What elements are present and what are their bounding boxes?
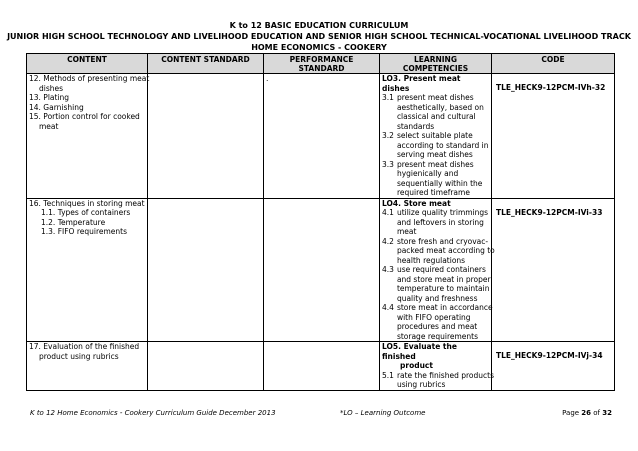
competency-line: temperature to maintain [396,284,490,293]
competency-line: and leftovers in storing [396,217,484,227]
competency-item [382,208,489,237]
col-header-content-standard: CONTENT STANDARD [148,54,264,74]
competency-number: 4.2 [382,236,394,246]
table-row [27,198,615,342]
competency-line: using rubrics [396,380,446,389]
content-item: 14. Garnishing [29,102,84,112]
document-title: K to 12 BASIC EDUCATION CURRICULUM [229,21,409,30]
competency-line: utilize quality trimmings [396,208,489,217]
lo-title-cont: product [400,361,433,370]
competency-line: aesthetically, based on [396,102,484,112]
competency-line: use required containers [396,265,486,274]
content-cell [27,342,148,391]
content-subitem: 1.1. Types of containers [41,208,131,217]
learning-competencies-cell [380,198,495,342]
footer-guide-title: K to 12 Home Economics - Cookery Curriculum Guide December 2013 [30,409,276,417]
content-subitem: 1.2. Temperature [41,217,106,227]
competency-item [382,131,489,160]
competency-number: 4.1 [382,208,394,217]
competency-line: serving meat dishes [396,150,473,159]
page-total: 32 [602,409,612,417]
competency-number: 3.2 [382,131,394,140]
competency-number: 4.3 [382,265,394,274]
curriculum-table [26,53,615,391]
competency-line: meat [396,227,417,236]
table-row [27,342,615,391]
document-subtitle: JUNIOR HIGH SCHOOL TECHNOLOGY AND LIVELIHOOD EDUCATION AND SENIOR HIGH SCHOOL TECHNICAL-VOCATIONAL LIVELIHOOD TRACK [7,32,631,41]
code-cell: TLE_HECK9-12PCM-IVh-32 [492,74,615,199]
code-cell: TLE_HECK9-12PCM-IVi-33 [492,198,615,342]
performance-standard-cell [264,198,380,342]
competency-line: sequentially within the [396,178,483,188]
competency-item [382,265,489,303]
learning-competencies-cell [380,342,492,391]
competency-line: present meat dishes [396,93,474,102]
competency-number: 4.4 [382,303,394,312]
footer-note: *LO – Learning Outcome [340,409,426,417]
content-item: 16. Techniques in storing meat [29,198,145,208]
competency-line: packed meat according to [396,246,495,255]
competency-line: with FIFO operating [396,312,471,322]
lo-title: LO4. Store meat [382,198,451,208]
competency-line: store meat in accordance [396,303,493,312]
table-header-row [27,54,615,74]
col-header-learning-competencies: LEARNING COMPETENCIES [380,54,492,74]
page-number [562,409,612,417]
page-of: of [591,409,603,417]
content-item-cont: meat [39,121,59,131]
competency-line: storage requirements [396,331,478,341]
competency-number: 5.1 [382,370,394,380]
competency-line: and store meat in proper [396,274,491,284]
competency-line: classical and cultural [396,112,476,121]
col-header-content: CONTENT [27,54,148,74]
content-item: 13. Plating [29,93,70,102]
content-item: 15. Portion control for cooked [29,112,140,121]
competency-number: 3.1 [382,93,394,102]
competency-line: present meat dishes [396,159,474,169]
lo-title: LO5. Evaluate the finished [382,342,457,361]
content-item-cont: dishes [39,83,64,93]
page-current: 26 [581,409,592,417]
content-item: 12. Methods of presenting meat [29,74,150,83]
competency-line: standards [396,121,435,131]
document-section-title: HOME ECONOMICS - COOKERY [251,43,387,52]
competency-item [382,160,489,198]
competency-line: quality and freshness [396,293,478,303]
content-standard-cell [148,198,264,342]
competency-line: store fresh and cryovac- [396,236,489,246]
competency-line: required timeframe [396,188,470,197]
content-cell [27,74,148,199]
competency-line: rate the finished products [396,370,494,380]
lo-title: LO3. Present meat dishes [382,74,461,93]
content-standard-cell [148,74,264,199]
content-item: 17. Evaluation of the finished [29,342,140,351]
content-item-cont: product using rubrics [39,351,119,361]
performance-standard-cell [264,342,380,391]
content-standard-cell [148,342,264,391]
learning-competencies-cell [380,74,492,199]
competency-item [382,303,493,341]
competency-line: procedures and meat [396,322,478,331]
code-cell: TLE_HECK9-12PCM-IVj-34 [492,342,615,391]
col-header-performance-standard: PERFORMANCE STANDARD [264,54,380,74]
competency-item [382,93,489,131]
performance-standard-cell: . [264,74,380,199]
competency-item [382,370,494,390]
content-cell [27,198,148,342]
competency-number: 3.3 [382,159,394,169]
content-subitem: 1.3. FIFO requirements [41,227,128,236]
page-prefix: Page [562,409,582,417]
competency-line: according to standard in [396,140,489,150]
competency-line: hygienically and [396,169,459,178]
table-row [27,74,615,199]
competency-line: health regulations [396,255,466,265]
competency-line: select suitable plate [396,131,473,140]
competency-item [382,236,495,266]
col-header-code: CODE [492,54,615,74]
